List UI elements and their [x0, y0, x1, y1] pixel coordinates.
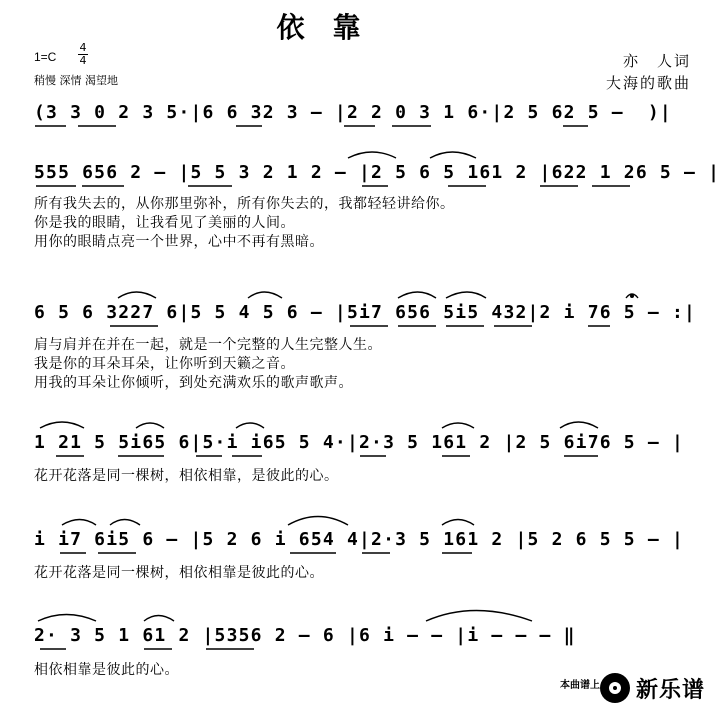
lyric-row-1-verse-2: 你是我的眼睛，让我看见了美丽的人间。	[34, 215, 295, 231]
composer-credit: 大海的歌曲	[605, 74, 691, 92]
lyric-row-2-verse-3: 用我的耳朵让你倾听，到处充满欢乐的歌声歌声。	[34, 375, 353, 391]
score-row-1-notes: 555 656 2 – |5 5 3 2 1 2 – |2 5 6 5 161 2 |622 1 26 5 – |	[34, 162, 721, 183]
lyric-row-4: 花开花落是同一棵树，相依相靠是彼此的心。	[34, 565, 324, 581]
score-row-2-notes: 6 5 6 3227 6|5 5 4 5 6 – |5i7 656 5i5 432|2 i 76 5 – :|	[34, 302, 697, 323]
key-signature: 1=C	[34, 50, 57, 64]
lyric-row-3: 花开花落是同一棵树，相依相靠，是彼此的心。	[34, 468, 339, 484]
footer-source-text: 本曲谱上	[560, 680, 600, 691]
score-row-4-notes: i i7 6i5 6 – |5 2 6 i 654 4|2·3 5 161 2 |5 2 6 5 5 – |	[34, 529, 684, 550]
score-row-3-notes: 1 21 5 5i65 6|5·i i65 5 4·|2·3 5 161 2 |2 5 6i76 5 – |	[34, 432, 684, 453]
tempo-marking: 稍慢 深情 渴望地	[34, 74, 118, 87]
brand-name: 新乐谱	[636, 677, 706, 703]
time-signature-top: 4	[79, 41, 87, 54]
lyric-row-2-verse-1: 肩与肩并在并在一起，就是一个完整的人生完整人生。	[34, 337, 382, 353]
lyric-row-1-verse-1: 所有我失去的，从你那里弥补，所有你失去的，我都轻轻讲给你。	[34, 196, 455, 212]
song-title: 依靠	[276, 11, 389, 44]
lyric-row-2-verse-2: 我是你的耳朵耳朵，让你听到天籁之音。	[34, 356, 295, 372]
lyric-row-1-verse-3: 用你的眼睛点亮一个世界，心中不再有黑暗。	[34, 234, 324, 250]
time-signature-bottom: 4	[79, 54, 87, 67]
lyric-row-5: 相依相靠是彼此的心。	[34, 662, 179, 678]
score-row-intro: (3 3 0 2 3 5·|6 6 32 3 – |2 2 0 3 1 6·|2 5 62 5 – )|	[34, 102, 672, 123]
brand-logo	[600, 671, 715, 705]
record-disc-icon	[600, 673, 630, 703]
lyricist-credit: 亦 人词	[622, 52, 691, 70]
score-row-5-notes: 2· 3 5 1 61 2 |5356 2 – 6 |6 i – – |i – – – ‖	[34, 625, 576, 646]
